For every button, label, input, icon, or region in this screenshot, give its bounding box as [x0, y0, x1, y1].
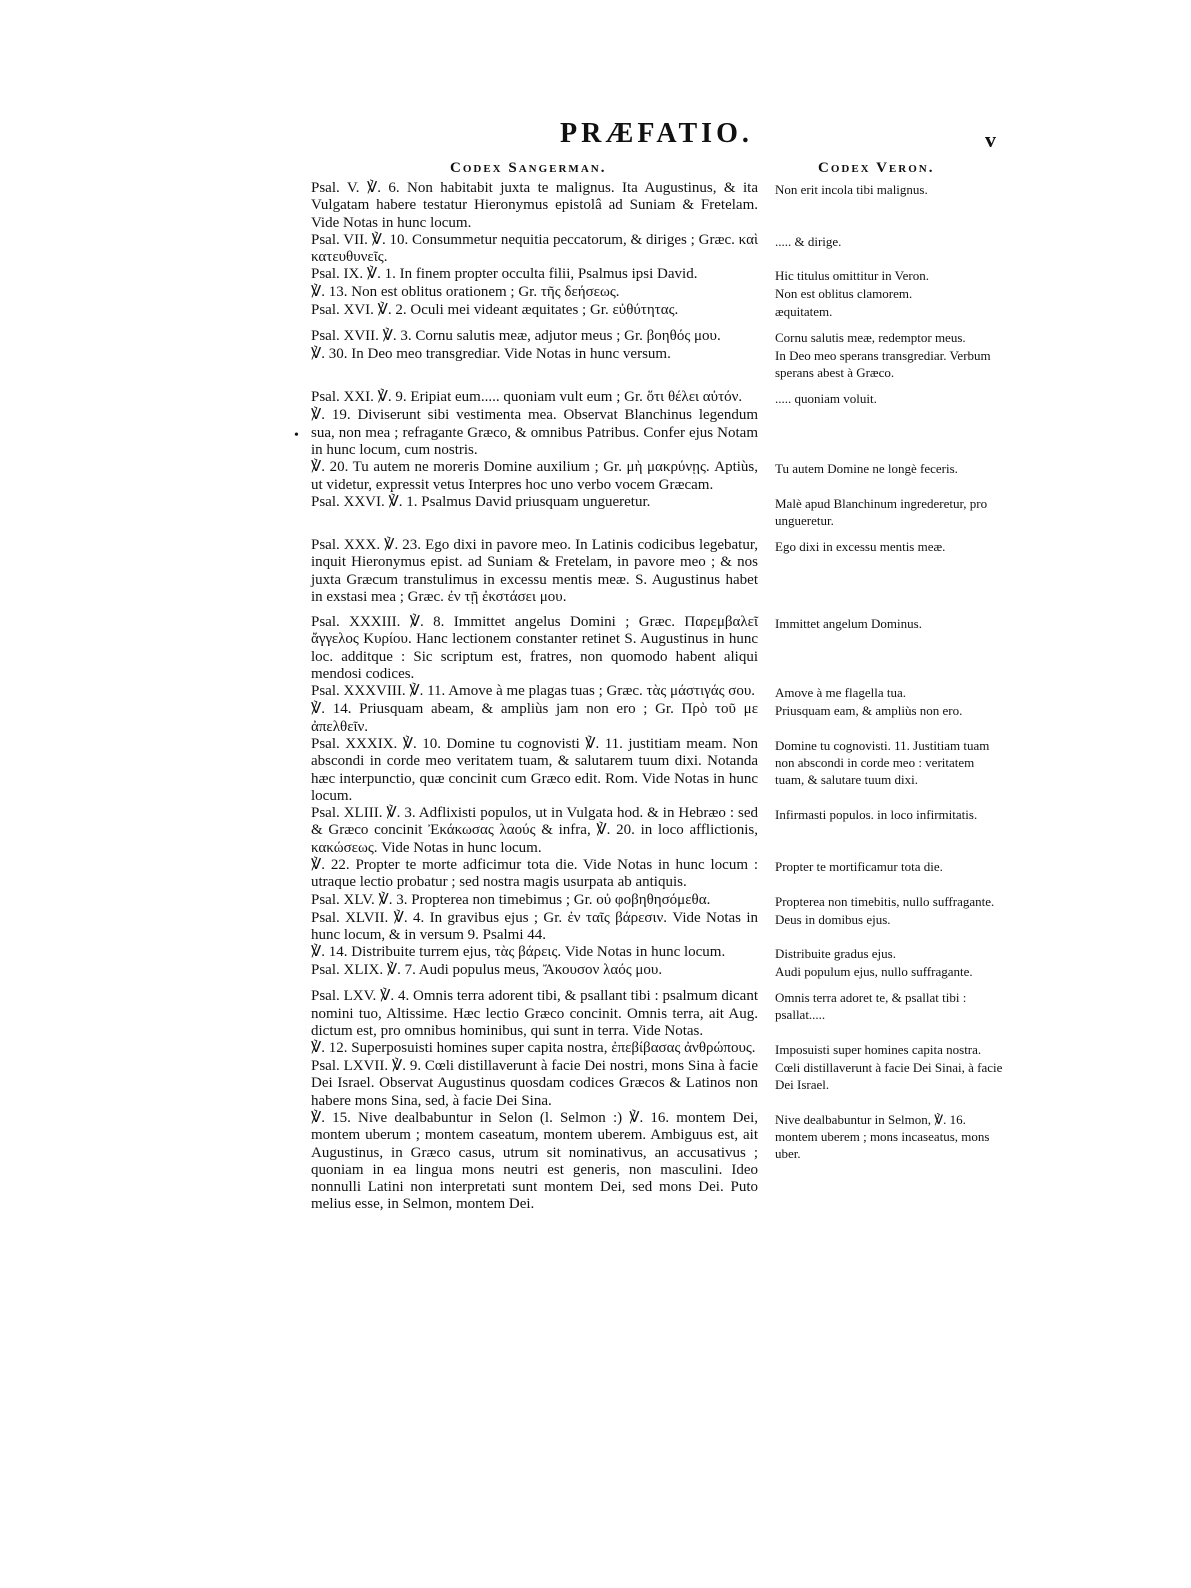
entry-row — [311, 701, 1031, 736]
margin-mark: • — [294, 428, 299, 443]
entry-row — [311, 683, 1031, 701]
sangerman-text: Psal. XXI. ℣. 9. Eripiat eum..... quoniam vult eum ; Gr. ὅτι θέλει αὐτόν. — [311, 389, 743, 406]
veron-text: Domine tu cognovisti. 11. Justitiam tuam non abscondi in corde meo : veritatem tuam, & salutare tuum dixi. — [775, 737, 990, 787]
entry-row — [311, 302, 1031, 320]
veron-text: Imposuisti super homines capita nostra. — [775, 1042, 982, 1058]
sangerman-text: Psal. XXVI. ℣. 1. Psalmus David priusquam ungueretur. — [311, 493, 651, 510]
veron-text: Infirmasti populos. in loco infirmitatis. — [775, 807, 978, 823]
sangerman-text: ℣. 19. Diviserunt sibi vestimenta mea. Observat Blanchinus legendum sua, non mea ; refragante Græco, & omnibus Patribus. Confer ejus Notam in hunc locum, cum nostris. — [311, 407, 758, 459]
veron-text: ..... quoniam voluit. — [775, 391, 877, 407]
entry-row — [311, 892, 1031, 910]
entry-row — [311, 1040, 1031, 1058]
entry-row — [311, 494, 1031, 529]
sangerman-text: Psal. V. ℣. 6. Non habitabit juxta te malignus. Ita Augustinus, & ita Vulgatam habere testatur Hieronymus epistolâ ad Suniam & Fretelam. Vide Notas in hunc locum. — [311, 180, 758, 231]
sangerman-text: ℣. 12. Superposuisti homines super capita nostra, ἐπεβίβασας ἀνθρώπους. — [311, 1040, 756, 1057]
entry-row — [311, 910, 1031, 945]
veron-text: Priusquam eam, & ampliùs non ero. — [775, 703, 963, 719]
entry-row — [311, 284, 1031, 302]
veron-text: Distribuite gradus ejus. — [775, 946, 896, 962]
page-title: PRÆFATIO. — [560, 118, 753, 149]
entry-row — [311, 962, 1031, 980]
veron-text: Propterea non timebitis, nullo suffragante. — [775, 893, 995, 909]
sangerman-text: ℣. 13. Non est oblitus orationem ; Gr. τῆς δεήσεως. — [311, 284, 620, 301]
sangerman-text: Psal. XVI. ℣. 2. Oculi mei videant æquitates ; Gr. εὐθύτητας. — [311, 302, 679, 319]
veron-text: Malè apud Blanchinum ingrederetur, pro ungueretur. — [775, 495, 988, 528]
sangerman-text: Psal. XXXIX. ℣. 10. Domine tu cognovisti ℣. 11. justitiam meam. Non abscondi in corde meo veritatem tuam, & salutarem tuum dixi. Notanda hæc interpunctio, quæ concinit cum Græco edit. Rom. Vide Notas in hunc locum. — [311, 735, 758, 804]
veron-text: Deus in domibus ejus. — [775, 911, 891, 927]
entry-row — [311, 736, 1031, 805]
veron-text: æquitatem. — [775, 304, 833, 320]
entry-row — [311, 614, 1031, 683]
sangerman-text: Psal. XXX. ℣. 23. Ego dixi in pavore meo. In Latinis codicibus legebatur, inquit Hieronymus epist. ad Suniam & Fretelam, in pavore meo ; & nos juxta Græcum transtulimus in excessu mentis meæ. S. Augustinus habet in exstasi mea ; Græc. ἐν τῇ ἐκστάσει μου. — [311, 536, 758, 605]
entry-row — [311, 346, 1031, 381]
veron-text: Non est oblitus clamorem. — [775, 286, 913, 302]
sangerman-text: Psal. LXVII. ℣. 9. Cœli distillaverunt à facie Dei nostri, mons Sina à facie Dei Israel. Observat Augustinus quosdam codices Græcos & Latinos non habere mons Sina, sed, à facie Dei Sina. — [311, 1058, 758, 1109]
entry-row — [311, 1110, 1031, 1214]
veron-text: ..... & dirige. — [775, 233, 842, 249]
veron-text: Propter te mortificamur tota die. — [775, 859, 943, 875]
veron-text: Hic titulus omittitur in Veron. — [775, 268, 929, 284]
veron-text: Audi populum ejus, nullo suffragante. — [775, 964, 973, 980]
veron-text: Ego dixi in excessu mentis meæ. — [775, 538, 946, 554]
entry-row — [311, 180, 1031, 232]
entry-row — [311, 805, 1031, 857]
entry-row — [311, 266, 1031, 284]
sangerman-text: Psal. XLIII. ℣. 3. Adflixisti populos, ut in Vulgata hod. & in Hebræo : sed & Græco concinit Ἐκάκωσας λαούς & infra, ℣. 20. in loco afflictionis, κακώσεως. Vide Notas in hunc locum. — [311, 805, 758, 856]
sangerman-text: Psal. LXV. ℣. 4. Omnis terra adorent tibi, & psallant tibi : psalmum dicant nomini tuo, Altissime. Hæc lectio Græco concinit. Omnis terra, ait Aug. dictum est, pro omnibus hominibus, qui sunt in terra. Vide Notas. — [311, 988, 758, 1039]
right-column-heading: Codex Veron. — [818, 160, 935, 176]
veron-text — [775, 407, 1003, 459]
veron-text: In Deo meo sperans transgrediar. Verbum sperans abest à Græco. — [775, 348, 991, 381]
veron-text: Cœli distillaverunt à facie Dei Sinai, à facie Dei Israel. — [775, 1060, 1003, 1093]
veron-text: Immittet angelum Dominus. — [775, 616, 922, 632]
sangerman-text: Psal. XVII. ℣. 3. Cornu salutis meæ, adjutor meus ; Gr. βοηθός μου. — [311, 328, 721, 345]
entry-row — [311, 857, 1031, 892]
page-number: v — [985, 127, 996, 152]
entry-row — [311, 537, 1031, 606]
entry-row — [311, 988, 1031, 1040]
sangerman-text: ℣. 14. Priusquam abeam, & ampliùs jam non ero ; Gr. Πρὸ τοῦ με ἀπελθεῖν. — [311, 701, 758, 735]
sangerman-text: Psal. IX. ℣. 1. In finem propter occulta filii, Psalmus ipsi David. — [311, 266, 698, 283]
entry-row — [311, 389, 1031, 407]
entry-row — [311, 459, 1031, 494]
left-column-heading: Codex Sangerman. — [450, 160, 607, 176]
entry-row — [311, 407, 1031, 459]
veron-text: Amove à me flagella tua. — [775, 685, 907, 701]
veron-text: Tu autem Domine ne longè feceris. — [775, 461, 958, 477]
entry-list — [311, 180, 1031, 1214]
sangerman-text: ℣. 15. Nive dealbabuntur in Selon (l. Selmon :) ℣. 16. montem Dei, montem uberum ; montem caseatum, montem uberem. Ambiguus est, ait Augustinus, in Græco casus, utrum sit nominativus, an accusativus ; quoniam in ea lingua mons neutri est generis, non masculini. Ideo nonnulli Latini non interpretati sunt montem Dei, sed mons Dei. Puto melius esse, in Selmon, montem Dei. — [311, 1109, 758, 1213]
veron-text: Nive dealbabuntur in Selmon, ℣. 16. montem uberem ; mons incaseatus, mons uber. — [775, 1111, 990, 1161]
entry-row — [311, 328, 1031, 346]
sangerman-text: Psal. XLIX. ℣. 7. Audi populus meus, Ἄκουσον λαός μου. — [311, 962, 663, 979]
sangerman-text: ℣. 30. In Deo meo transgrediar. Vide Notas in hunc versum. — [311, 346, 671, 363]
entry-row — [311, 232, 1031, 267]
veron-text: Cornu salutis meæ, redemptor meus. — [775, 330, 966, 346]
veron-text: Non erit incola tibi malignus. — [775, 182, 928, 197]
sangerman-text: Psal. XXXVIII. ℣. 11. Amove à me plagas tuas ; Græc. τὰς μάστιγάς σου. — [311, 683, 756, 700]
sangerman-text: Psal. XLVII. ℣. 4. In gravibus ejus ; Gr. ἐν ταῖς βάρεσιν. Vide Notas in hunc locum, & in versum 9. Psalmi 44. — [311, 909, 758, 943]
sangerman-text: Psal. XXXIII. ℣. 8. Immittet angelus Domini ; Græc. Παρεμβαλεῖ ἄγγελος Κυρίου. Hanc lectionem constanter retinet S. Augustinus in hunc loc. additque : Sic scriptum est, fratres, non quomodo habent aliqui mendosi codices. — [311, 614, 758, 683]
sangerman-text: Psal. VII. ℣. 10. Consummetur nequitia peccatorum, & diriges ; Græc. καὶ κατευθυνεῖς. — [311, 231, 758, 266]
entry-row — [311, 944, 1031, 962]
sangerman-text: Psal. XLV. ℣. 3. Propterea non timebimus ; Gr. οὐ φοβηθησόμεθα. — [311, 891, 711, 908]
sangerman-text: ℣. 20. Tu autem ne moreris Domine auxilium ; Gr. μὴ μακρύνῃς. Aptiùs, ut videtur, expressit vetus Interpres hoc uno verbo vocem Græcam. — [311, 459, 758, 493]
entry-row — [311, 1058, 1031, 1110]
veron-text: Omnis terra adoret te, & psallat tibi : psallat..... — [775, 990, 967, 1023]
sangerman-text: ℣. 22. Propter te morte adficimur tota die. Vide Notas in hunc locum : utraque lectio probatur ; sed nostra magis usurpata ab antiquis. — [311, 857, 758, 891]
sangerman-text: ℣. 14. Distribuite turrem ejus, τὰς βάρεις. Vide Notas in hunc locum. — [311, 944, 726, 961]
